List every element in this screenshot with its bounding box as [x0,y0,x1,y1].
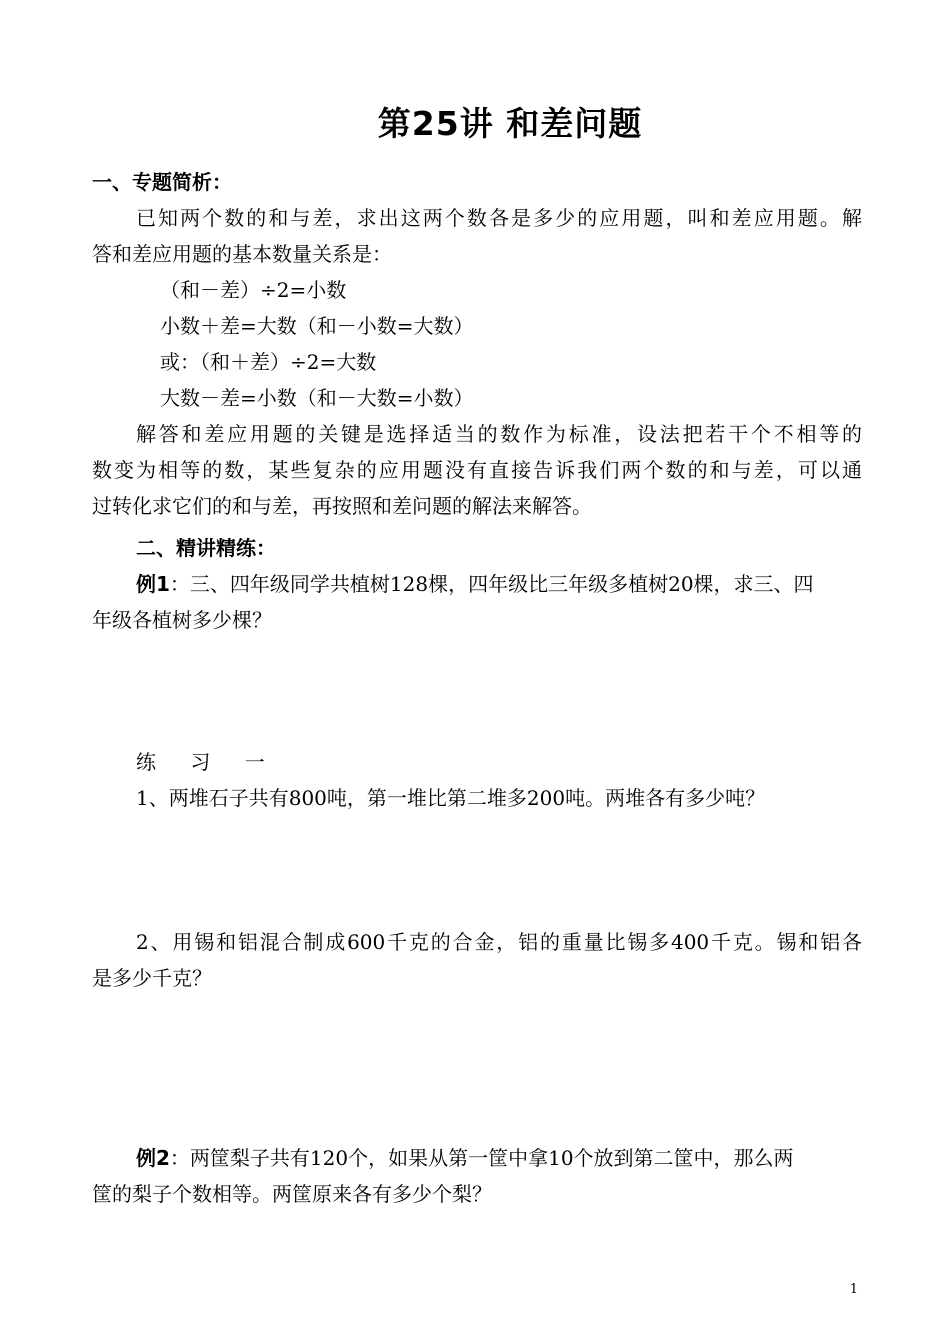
section-heading-overview: 一、专题简析： [92,170,232,194]
example-1-line-2: 年级各植树多少棵？ [92,608,272,632]
formula-4: 大数－差=小数（和－大数=小数） [160,386,474,410]
example-2-label: 例2 [136,1146,170,1170]
key-text-line-2: 数变为相等的数，某些复杂的应用题没有直接告诉我们两个数的和与差，可以通 [92,458,862,482]
example-1-label: 例1 [136,572,170,596]
practice-problem-2-line-2: 是多少千克？ [92,966,212,990]
intro-text-line-1: 已知两个数的和与差，求出这两个数各是多少的应用题，叫和差应用题。解 [136,206,862,230]
page-title: 第25讲 和差问题 [377,104,643,143]
intro-text-line-2: 答和差应用题的基本数量关系是： [92,242,392,266]
example-1-text: ：三、四年级同学共植树128棵，四年级比三年级多植树20棵，求三、四 [169,572,814,596]
formula-1: （和－差）÷2=小数 [160,278,347,302]
example-1-line-1 [136,566,862,602]
practice-problem-1: 1、两堆石子共有800吨，第一堆比第二堆多200吨。两堆各有多少吨？ [136,786,766,810]
formula-3: 或：（和＋差）÷2=大数 [160,350,377,374]
page-number: 1 [849,1282,858,1297]
key-text-line-3: 过转化求它们的和与差，再按照和差问题的解法来解答。 [92,494,592,518]
section-heading-practice: 二、精讲精练： [136,536,276,560]
example-2-line-1 [136,1140,862,1176]
practice-problem-2-line-1: 2、用锡和铝混合制成600千克的合金，铝的重量比锡多400千克。锡和铝各 [136,930,862,954]
example-2-line-2: 筐的梨子个数相等。两筐原来各有多少个梨？ [92,1182,492,1206]
practice-heading: 练 习 一 [136,750,279,774]
key-text-line-1: 解答和差应用题的关键是选择适当的数作为标准，设法把若干个不相等的 [136,422,862,446]
formula-2: 小数＋差=大数（和－小数=大数） [160,314,474,338]
example-2-text: ：两筐梨子共有120个，如果从第一筐中拿10个放到第二筐中，那么两 [169,1146,794,1170]
